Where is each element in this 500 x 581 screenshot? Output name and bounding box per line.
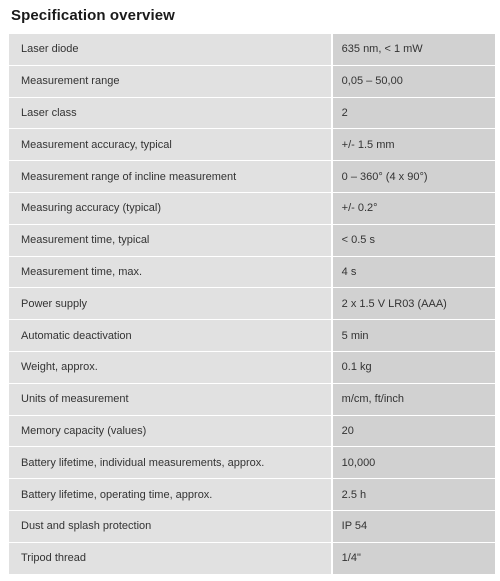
page-title: Specification overview <box>11 7 175 24</box>
spec-label: Measurement range <box>9 66 333 98</box>
spec-label: Dust and splash protection <box>9 511 333 543</box>
table-row <box>9 193 495 225</box>
spec-value: 1/4" <box>333 543 495 575</box>
spec-label: Units of measurement <box>9 384 333 416</box>
spec-value: +/- 0.2° <box>333 193 495 225</box>
table-row <box>9 34 495 66</box>
spec-label: Measurement range of incline measurement <box>9 161 333 193</box>
spec-label: Tripod thread <box>9 543 333 575</box>
spec-label: Battery lifetime, operating time, approx. <box>9 479 333 511</box>
spec-label: Measuring accuracy (typical) <box>9 193 333 225</box>
spec-label: Measurement time, max. <box>9 257 333 289</box>
spec-value: 635 nm, < 1 mW <box>333 34 495 66</box>
table-row <box>9 447 495 479</box>
spec-label: Memory capacity (values) <box>9 416 333 448</box>
spec-value: 20 <box>333 416 495 448</box>
spec-label: Automatic deactivation <box>9 320 333 352</box>
spec-label: Measurement time, typical <box>9 225 333 257</box>
spec-value: IP 54 <box>333 511 495 543</box>
spec-value: 2 x 1.5 V LR03 (AAA) <box>333 288 495 320</box>
table-row <box>9 98 495 130</box>
spec-value: 10,000 <box>333 447 495 479</box>
table-row <box>9 511 495 543</box>
table-row <box>9 416 495 448</box>
table-row <box>9 479 495 511</box>
spec-value: m/cm, ft/inch <box>333 384 495 416</box>
spec-value: 2 <box>333 98 495 130</box>
spec-value: 5 min <box>333 320 495 352</box>
spec-label: Battery lifetime, individual measurements, approx. <box>9 447 333 479</box>
spec-value: < 0.5 s <box>333 225 495 257</box>
spec-label: Laser diode <box>9 34 333 66</box>
spec-value: 0.1 kg <box>333 352 495 384</box>
spec-label: Power supply <box>9 288 333 320</box>
spec-value: 2.5 h <box>333 479 495 511</box>
spec-label: Weight, approx. <box>9 352 333 384</box>
table-row <box>9 352 495 384</box>
spec-label: Laser class <box>9 98 333 130</box>
table-row <box>9 384 495 416</box>
table-row <box>9 129 495 161</box>
table-row <box>9 288 495 320</box>
spec-value: 0,05 – 50,00 <box>333 66 495 98</box>
spec-value: 4 s <box>333 257 495 289</box>
table-row <box>9 225 495 257</box>
spec-value: 0 – 360° (4 x 90°) <box>333 161 495 193</box>
table-row <box>9 161 495 193</box>
spec-label: Measurement accuracy, typical <box>9 129 333 161</box>
table-row <box>9 320 495 352</box>
table-row <box>9 543 495 575</box>
spec-value: +/- 1.5 mm <box>333 129 495 161</box>
table-row <box>9 66 495 98</box>
table-row <box>9 257 495 289</box>
spec-table <box>9 34 495 575</box>
spec-table-body <box>9 34 495 575</box>
